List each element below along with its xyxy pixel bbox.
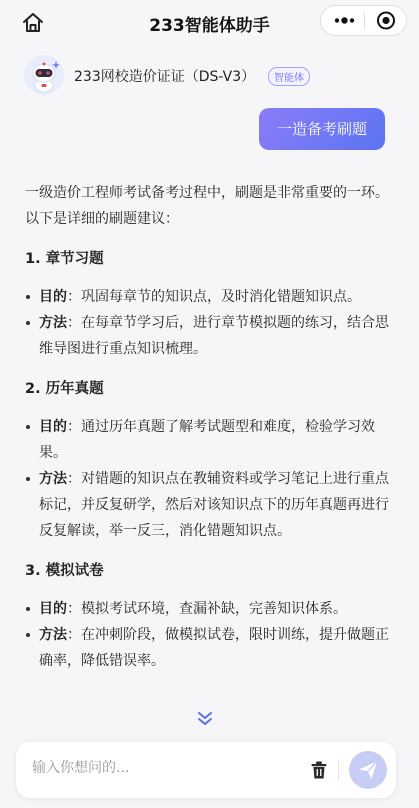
- top-bar: [0, 0, 419, 44]
- section-heading: 2. 历年真题: [25, 381, 104, 397]
- chat-input-bar: [16, 742, 396, 798]
- bot-avatar[interactable]: [24, 55, 64, 95]
- section-heading: 1. 章节习题: [25, 251, 104, 267]
- list-item: [25, 622, 391, 674]
- mini-program-capsule: [320, 5, 407, 36]
- item-label: 方法: [39, 471, 67, 487]
- item-label: 方法: [39, 627, 67, 643]
- item-text: ：巩固每章节的知识点，及时消化错题知识点。: [67, 289, 361, 305]
- item-text: ：通过历年真题了解考试题型和难度，检验学习效果。: [39, 419, 375, 461]
- page-title: 233智能体助手: [149, 16, 270, 36]
- list-item: [25, 284, 391, 310]
- trash-icon[interactable]: [308, 759, 330, 781]
- agent-badge: 智能体: [268, 67, 310, 86]
- section-list: [25, 414, 391, 544]
- section-list: [25, 284, 391, 362]
- item-text: ：模拟考试环境，查漏补缺，完善知识体系。: [67, 601, 347, 617]
- item-text: ：在冲刺阶段，做模拟试卷，限时训练，提升做题正确率，降低错误率。: [39, 627, 389, 669]
- item-label: 目的: [39, 289, 67, 305]
- item-text: ：对错题的知识点在教辅资料或学习笔记上进行重点标记，并反复研学，然后对该知识点下的历年真题再进行反复解读，举一反三，消化错题知识点。: [39, 471, 389, 539]
- bot-answer: [25, 180, 391, 688]
- capsule-divider: [364, 13, 365, 30]
- user-message-bubble: 一造备考刷题: [259, 108, 385, 150]
- chat-input[interactable]: [32, 760, 292, 776]
- input-divider: [338, 760, 339, 780]
- section-list: [25, 596, 391, 674]
- target-close-icon[interactable]: [369, 6, 403, 35]
- list-item: [25, 596, 391, 622]
- item-text: ：在每章节学习后，进行章节模拟题的练习，结合思维导图进行重点知识梳理。: [39, 315, 389, 357]
- send-icon[interactable]: [349, 751, 387, 789]
- bot-header: [24, 55, 404, 95]
- list-item: [25, 310, 391, 362]
- item-label: 方法: [39, 315, 67, 331]
- more-dots-icon[interactable]: [327, 6, 361, 35]
- double-chevron-down-icon[interactable]: [196, 711, 214, 727]
- item-label: 目的: [39, 419, 67, 435]
- answer-intro: 一级造价工程师考试备考过程中，刷题是非常重要的一环。以下是详细的刷题建议：: [25, 185, 389, 227]
- list-item: [25, 466, 391, 544]
- item-label: 目的: [39, 601, 67, 617]
- list-item: [25, 414, 391, 466]
- bot-name: 233网校造价证证（DS-V3）: [74, 69, 256, 85]
- section-heading: 3. 模拟试卷: [25, 563, 104, 579]
